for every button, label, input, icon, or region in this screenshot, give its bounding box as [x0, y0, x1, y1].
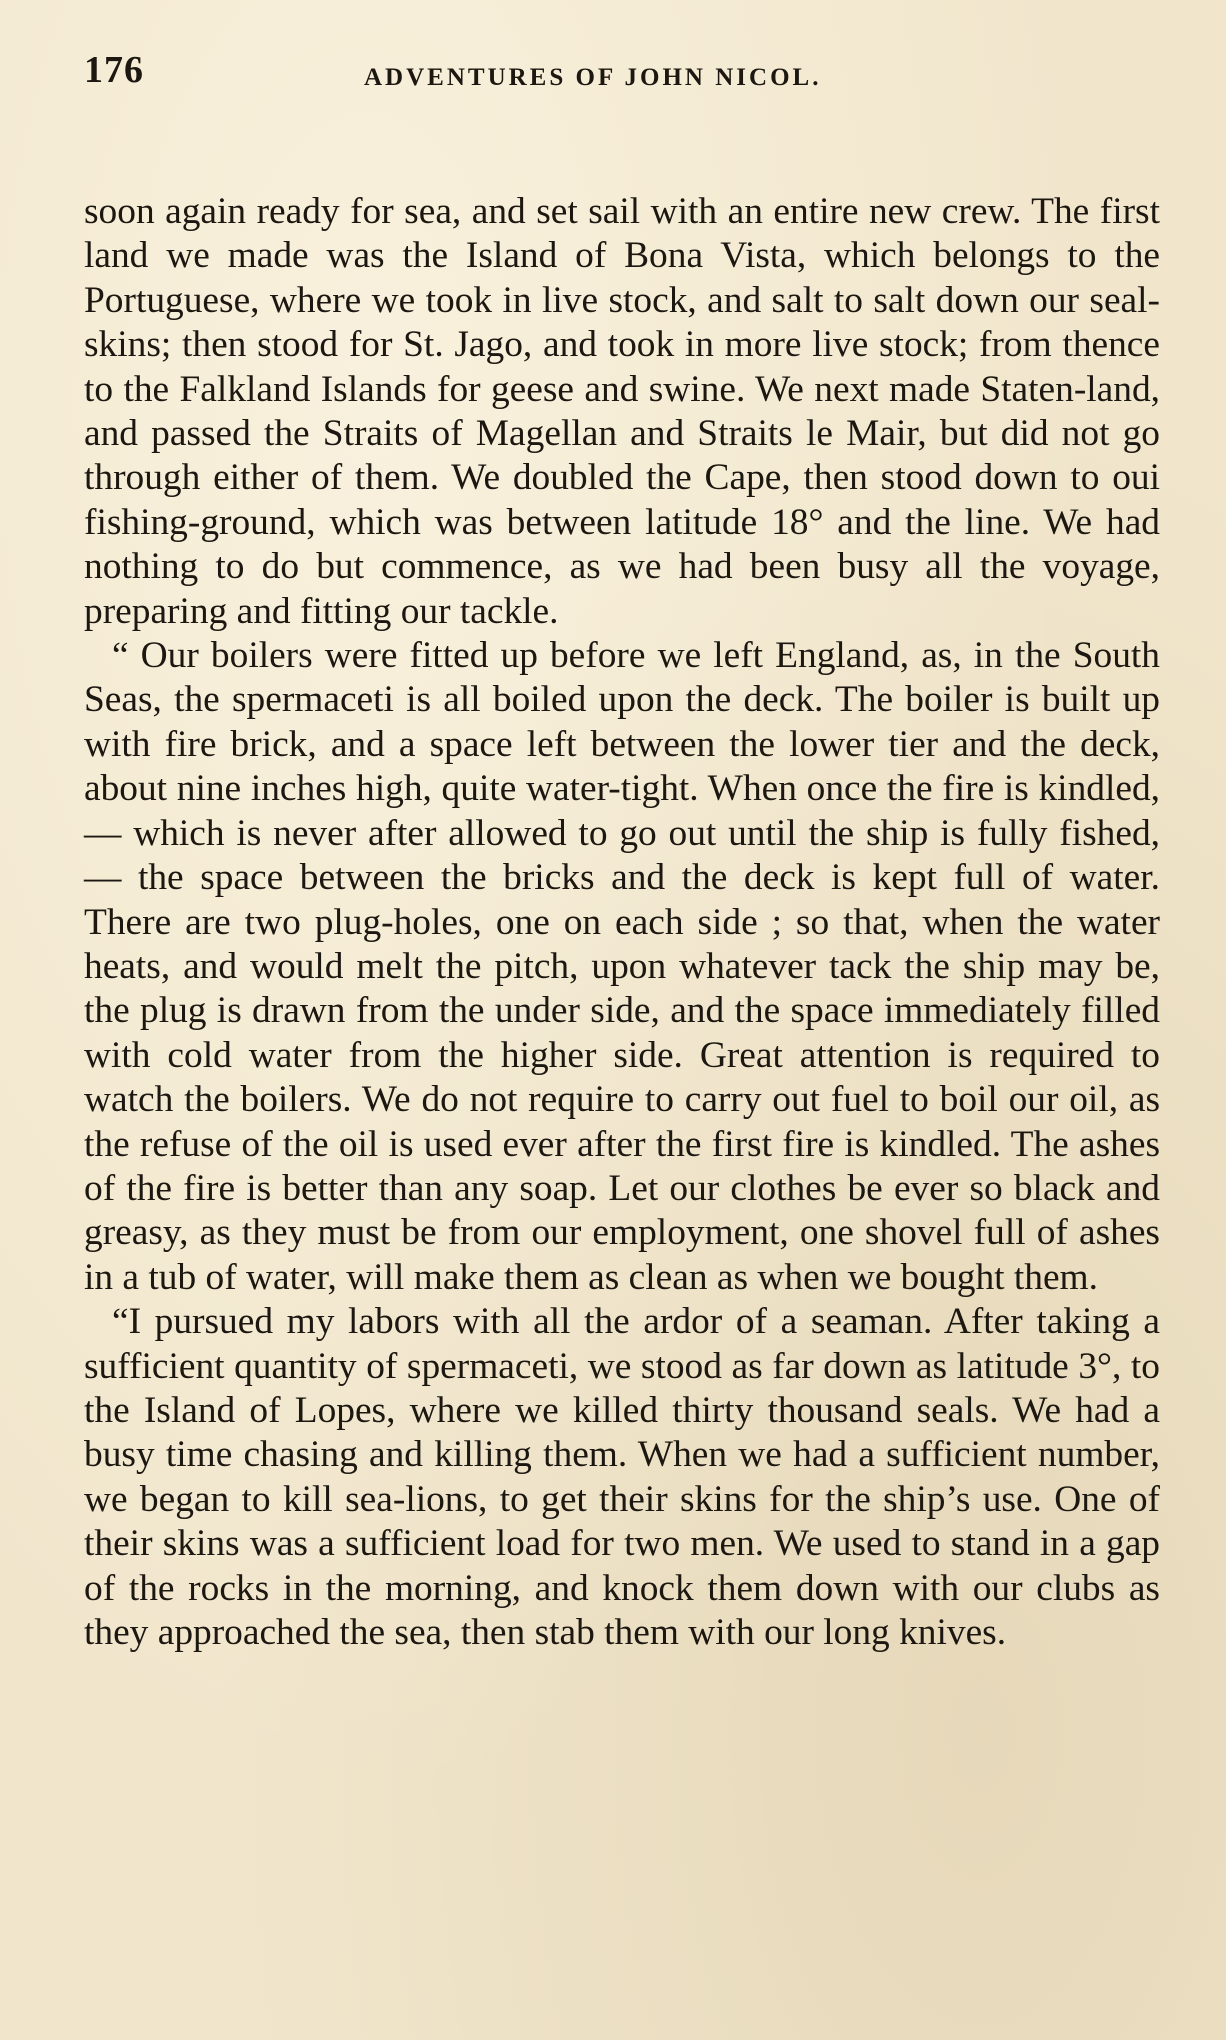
- paragraph-3: “I pursued my labors with all the ardor of a seaman. After taking a sufficient quantity of spermaceti, we stood as far down as latitude 3°, to the Island of Lopes, where we killed thirty thousand seals. We had a busy time chasing and killing them. When we had a sufficient number, we began to kill sea-lions, to get their skins for the ship’s use. One of their skins was a sufficient load for two men. We used to stand in a gap of the rocks in the morning, and knock them down with our clubs as they approached the sea, then stab them with our long knives.: [84, 1301, 1160, 1653]
- page-header: [84, 48, 1164, 112]
- paragraph-2: “ Our boilers were fitted up before we left England, as, in the South Seas, the spermaceti is all boiled upon the deck. The boiler is built up with fire brick, and a space left between the lower tier and the deck, about nine inches high, quite water-tight. When once the fire is kindled, — which is never after allowed to go out until the ship is fully fished, — the space between the bricks and the deck is kept full of water. There are two plug-holes, one on each side ; so that, when the water heats, and would melt the pitch, upon whatever tack the ship may be, the plug is drawn from the under side, and the space immediately filled with cold water from the higher side. Great attention is required to watch the boilers. We do not require to carry out fuel to boil our oil, as the refuse of the oil is used ever after the first fire is kindled. The ashes of the fire is better than any soap. Let our clothes be ever so black and greasy, as they must be from our employment, one shovel full of ashes in a tub of water, will make them as clean as when we bought them.: [84, 635, 1160, 1298]
- page-number: 176: [84, 49, 144, 91]
- paragraph-1: soon again ready for sea, and set sail with an entire new crew. The first land we made was the Island of Bona Vista, which belongs to the Portuguese, where we took in live stock, and salt to salt down our seal-skins; then stood for St. Jago, and took in more live stock; from thence to the Falkland Islands for geese and swine. We next made Staten-land, and passed the Straits of Magellan and Straits le Mair, but did not go through either of them. We doubled the Cape, then stood down to oui fishing-ground, which was between latitude 18° and the line. We had nothing to do but commence, as we had been busy all the voyage, preparing and fitting our tackle.: [84, 191, 1160, 632]
- running-head: ADVENTURES OF JOHN NICOL.: [364, 64, 822, 91]
- body-text: [84, 190, 1160, 1655]
- book-page: [84, 48, 1164, 1655]
